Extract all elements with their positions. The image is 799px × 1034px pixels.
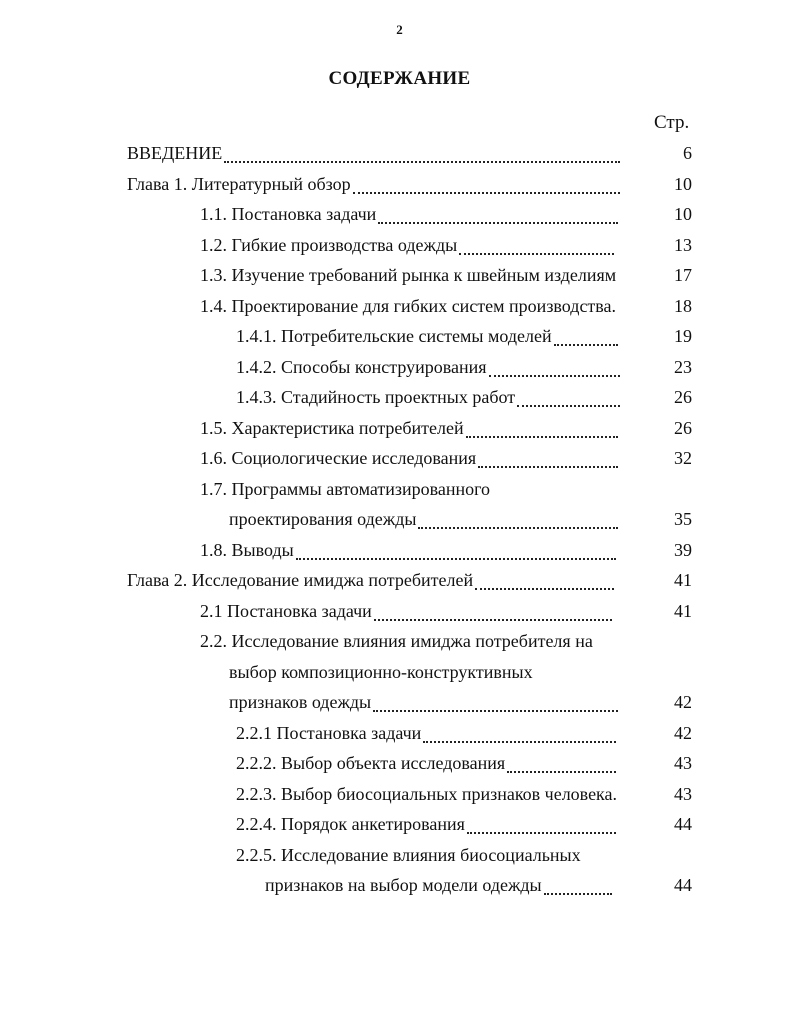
dot-leader [466, 434, 618, 438]
toc-page-number: 23 [674, 356, 692, 377]
dot-leader [459, 251, 614, 255]
toc-page-number: 39 [674, 539, 692, 560]
toc-entry-text: проектирования одежды [229, 509, 417, 529]
toc-entry-text: Глава 1. Литературный обзор [127, 173, 351, 194]
toc-entry [236, 809, 465, 839]
toc-entry-text: выбор композиционно-конструктивных [229, 661, 533, 682]
toc-entry [200, 199, 376, 229]
toc-entry-text: 2.2. Исследование влияния имиджа потребителя на [200, 631, 593, 651]
toc-page-number: 26 [674, 417, 692, 438]
toc-entry-text: ВВЕДЕНИЕ [127, 143, 223, 163]
toc-entry-text: 2.2.2. Выбор объекта исследования [236, 753, 506, 773]
dot-leader [418, 525, 618, 529]
toc-entry [127, 565, 473, 595]
dot-leader [517, 403, 620, 407]
toc-entry [200, 596, 372, 626]
toc-entry-text: 1.1. Постановка задачи [200, 204, 377, 224]
toc-entry-text: 2.2.4. Порядок анкетирования [236, 814, 465, 834]
dot-leader [475, 586, 614, 590]
toc-page-number: 10 [674, 173, 692, 194]
toc-page-number: 17 [674, 265, 692, 285]
toc-page-number: 43 [674, 783, 692, 804]
toc-page-number: 10 [674, 204, 692, 224]
toc-entry-text: 2.1 Постановка задачи [200, 600, 372, 621]
page-column-header: Стр. [654, 112, 690, 133]
toc-entry-text: 2.2.5. Исследование влияния биосоциальных [236, 844, 581, 865]
toc-page-number: 43 [674, 753, 692, 773]
toc-page-number: 18 [674, 295, 692, 316]
toc-entry-text: 1.5. Характеристика потребителей [200, 417, 464, 438]
page-number: 2 [396, 22, 403, 37]
toc-entry [200, 291, 616, 321]
toc-entry [229, 657, 533, 687]
dot-leader [423, 739, 616, 743]
toc-entry [236, 352, 487, 382]
dot-leader [378, 220, 618, 224]
toc-entry [229, 687, 371, 717]
toc-entry [236, 718, 421, 748]
toc-entry [236, 840, 581, 870]
dot-leader [507, 769, 616, 773]
toc-entry-text: 1.4. Проектирование для гибких систем производства. [200, 295, 617, 316]
toc-entry-text: признаков на выбор модели одежды [265, 875, 542, 895]
dot-leader [296, 556, 616, 560]
toc-entry-text: 2.2.1 Постановка задачи [236, 722, 422, 743]
toc-entry-text: 1.4.3. Стадийность проектных работ [236, 387, 516, 407]
toc-entry [265, 870, 542, 900]
toc-entry-text: 1.3. Изучение требований рынка к швейным изделиям [200, 265, 617, 285]
toc-entry [236, 748, 505, 778]
toc-entry [127, 138, 222, 168]
toc-entry [127, 169, 351, 199]
toc-entry-text: признаков одежды [229, 692, 372, 712]
toc-entry [236, 779, 617, 809]
dot-leader [554, 342, 618, 346]
toc-entry-text: 1.2. Гибкие производства одежды [200, 234, 458, 255]
toc-entry-text: 1.4.1. Потребительские системы моделей [236, 326, 552, 346]
toc-entry-text: 1.7. Программы автоматизированного [200, 478, 491, 499]
toc-page-number: 19 [674, 326, 692, 346]
toc-page-number: 44 [674, 875, 692, 895]
toc-page-number: 41 [674, 570, 692, 590]
toc-entry [200, 474, 490, 504]
toc-entry [200, 260, 616, 290]
toc-page-number: 6 [683, 143, 692, 163]
toc-entry [236, 321, 552, 351]
toc-entry-text: Глава 2. Исследование имиджа потребителей [127, 570, 474, 590]
dot-leader [353, 190, 620, 194]
toc-page-number: 41 [674, 600, 692, 621]
toc-page-number: 35 [674, 509, 692, 529]
toc-title: СОДЕРЖАНИЕ [328, 68, 471, 89]
dot-leader [224, 159, 620, 163]
toc-page-number: 32 [674, 448, 692, 468]
toc-page-number: 42 [674, 722, 692, 743]
toc-entry [229, 504, 416, 534]
toc-page-number: 42 [674, 692, 692, 712]
toc-page-number: 44 [674, 814, 692, 834]
toc-entry [200, 413, 464, 443]
dot-leader [373, 708, 618, 712]
toc-page-number: 26 [674, 387, 692, 407]
toc-entry-text: 1.4.2. Способы конструирования [236, 356, 487, 377]
toc-entry-text: 1.8. Выводы [200, 539, 294, 560]
dot-leader [544, 891, 612, 895]
dot-leader [489, 373, 620, 377]
toc-entry [236, 382, 515, 412]
toc-entry [200, 626, 593, 656]
toc-entry-text: 2.2.3. Выбор биосоциальных признаков человека. [236, 783, 618, 804]
toc-entry [200, 535, 294, 565]
dot-leader [467, 830, 616, 834]
toc-entry [200, 443, 476, 473]
toc-page-number: 13 [674, 234, 692, 255]
toc-entry-text: 1.6. Социологические исследования [200, 448, 477, 468]
dot-leader [478, 464, 618, 468]
toc-entry [200, 230, 457, 260]
dot-leader [374, 617, 612, 621]
